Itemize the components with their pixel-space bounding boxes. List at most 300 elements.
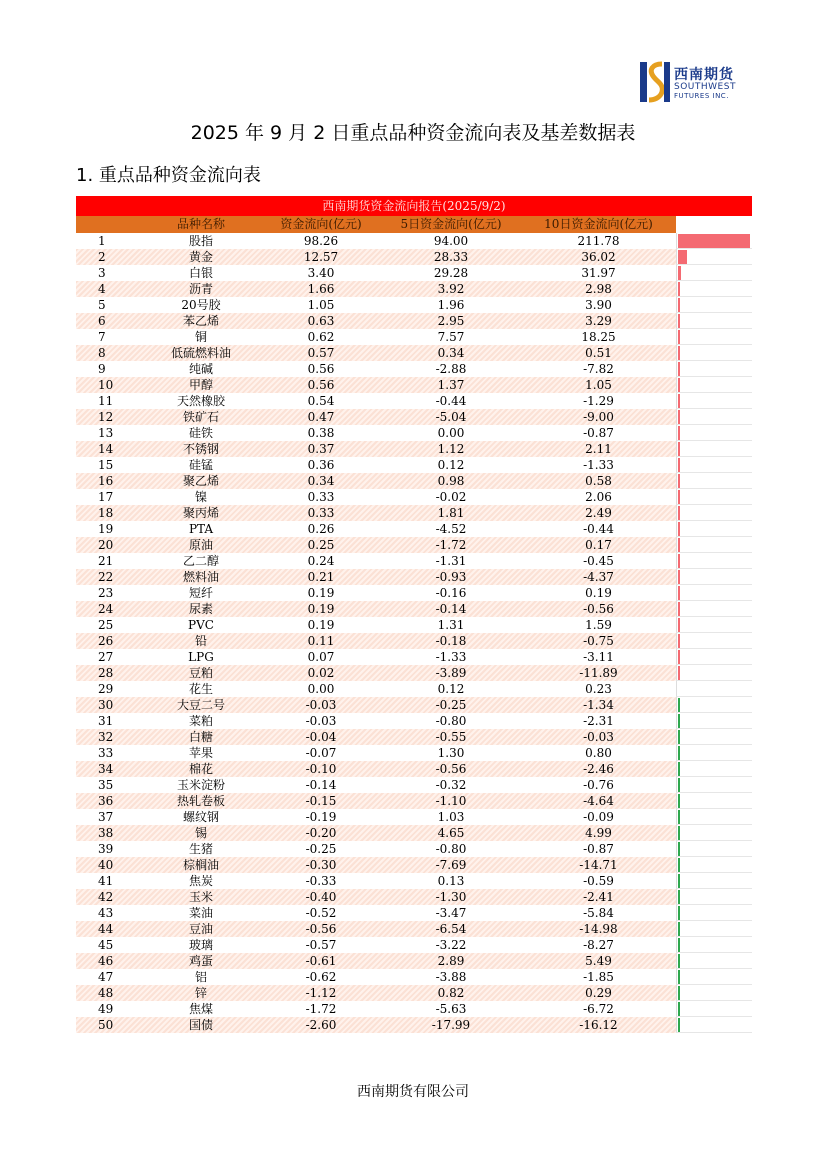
row-rank: 42: [98, 890, 114, 904]
row-flow-bar-cell: [676, 841, 752, 857]
row-1d-flow: -0.25: [305, 842, 337, 856]
row-name: 螺纹钢: [182, 810, 219, 824]
row-name: 苯乙烯: [182, 314, 219, 328]
row-10d-flow: 2.06: [585, 490, 612, 504]
row-10d-flow: -5.84: [583, 906, 614, 920]
table-row: [76, 313, 752, 329]
row-rank: 41: [98, 874, 114, 888]
row-rank: 22: [98, 570, 114, 584]
flow-bar: [678, 698, 680, 712]
row-rank: 14: [98, 442, 114, 456]
row-flow-bar-cell: [676, 873, 752, 889]
row-rank: 8: [98, 346, 106, 360]
row-name: 硅锰: [188, 458, 213, 472]
row-10d-flow: -4.37: [583, 570, 614, 584]
row-flow-bar-cell: [676, 553, 752, 569]
row-flow-bar-cell: [676, 457, 752, 473]
header-10d-flow: 10日资金流向(亿元): [544, 217, 653, 231]
flow-bar: [678, 906, 680, 920]
row-rank: 9: [98, 362, 106, 376]
table-row: [76, 233, 752, 249]
row-rank: 21: [98, 554, 114, 568]
flow-bar: [678, 410, 680, 424]
row-flow-bar-cell: [676, 985, 752, 1001]
row-1d-flow: -0.30: [305, 858, 337, 872]
row-rank: 47: [98, 970, 114, 984]
row-flow-bar-cell: [676, 377, 752, 393]
row-name: 棕榈油: [182, 858, 219, 872]
logo-mark-icon: [640, 60, 670, 104]
row-flow-bar-cell: [676, 409, 752, 425]
row-10d-flow: -0.09: [583, 810, 614, 824]
table-row: [76, 473, 752, 489]
flow-bar: [678, 810, 680, 824]
row-5d-flow: 29.28: [433, 266, 469, 280]
table-row: [76, 265, 752, 281]
row-10d-flow: -0.87: [583, 842, 614, 856]
row-flow-bar-cell: [676, 249, 752, 265]
row-name: 焦炭: [188, 874, 213, 888]
row-5d-flow: 0.12: [437, 682, 465, 696]
flow-bar: [678, 890, 680, 904]
logo-cn-text: 西南期货: [674, 67, 734, 83]
row-name: 低硫燃料油: [170, 346, 231, 360]
table-row: [76, 921, 752, 937]
row-rank: 32: [98, 730, 114, 744]
row-rank: 45: [98, 938, 114, 952]
row-5d-flow: -0.80: [435, 714, 467, 728]
row-1d-flow: 0.56: [307, 362, 335, 376]
row-1d-flow: -0.62: [305, 970, 337, 984]
row-1d-flow: -1.72: [305, 1002, 337, 1016]
row-1d-flow: 0.07: [307, 650, 335, 664]
row-rank: 31: [98, 714, 114, 728]
row-rank: 13: [98, 426, 114, 440]
row-name: 聚丙烯: [182, 506, 219, 520]
row-10d-flow: 36.02: [581, 250, 616, 264]
table-row: [76, 809, 752, 825]
row-10d-flow: -0.03: [583, 730, 614, 744]
row-1d-flow: -2.60: [305, 1018, 337, 1032]
row-1d-flow: 0.54: [307, 394, 335, 408]
row-name: 甲醇: [188, 378, 213, 392]
row-1d-flow: 0.19: [307, 586, 335, 600]
row-10d-flow: -14.71: [579, 858, 618, 872]
flow-bar: [678, 522, 680, 536]
row-flow-bar-cell: [676, 393, 752, 409]
table-row: [76, 777, 752, 793]
row-10d-flow: 4.99: [585, 826, 612, 840]
row-1d-flow: 12.57: [303, 250, 339, 264]
row-flow-bar-cell: [676, 889, 752, 905]
row-rank: 46: [98, 954, 114, 968]
header-name: 品种名称: [176, 217, 225, 231]
row-rank: 27: [98, 650, 114, 664]
row-name: 玉米淀粉: [176, 778, 225, 792]
row-rank: 24: [98, 602, 114, 616]
row-1d-flow: 0.34: [307, 474, 335, 488]
row-10d-flow: 0.29: [585, 986, 612, 1000]
table-row: [76, 969, 752, 985]
row-name: 燃料油: [182, 570, 219, 584]
row-flow-bar-cell: [676, 905, 752, 921]
row-5d-flow: -5.04: [435, 410, 467, 424]
row-5d-flow: 1.37: [437, 378, 465, 392]
flow-bar: [678, 490, 680, 504]
table-row: [76, 409, 752, 425]
footer-company: 西南期货有限公司: [357, 1084, 469, 1100]
row-5d-flow: -3.88: [435, 970, 467, 984]
table-row: [76, 425, 752, 441]
row-flow-bar-cell: [676, 569, 752, 585]
fund-flow-table: [76, 196, 752, 1033]
row-rank: 28: [98, 666, 114, 680]
row-rank: 19: [98, 522, 114, 536]
row-flow-bar-cell: [676, 969, 752, 985]
row-10d-flow: -2.46: [583, 762, 614, 776]
row-1d-flow: 0.11: [307, 634, 335, 648]
header-rank: [76, 216, 141, 233]
table-row: [76, 505, 752, 521]
row-1d-flow: 0.33: [307, 506, 335, 520]
flow-bar: [678, 538, 680, 552]
flow-bar: [678, 714, 680, 728]
row-rank: 26: [98, 634, 114, 648]
section-title: 1. 重点品种资金流向表: [76, 165, 261, 186]
row-10d-flow: -2.31: [583, 714, 614, 728]
row-5d-flow: -1.30: [435, 890, 467, 904]
row-flow-bar-cell: [676, 745, 752, 761]
row-1d-flow: 0.19: [307, 602, 335, 616]
flow-bar: [678, 762, 680, 776]
row-flow-bar-cell: [676, 521, 752, 537]
row-rank: 17: [98, 490, 114, 504]
row-10d-flow: -2.41: [583, 890, 614, 904]
row-rank: 44: [98, 922, 114, 936]
row-1d-flow: -0.57: [305, 938, 337, 952]
row-name: 白银: [188, 266, 213, 280]
row-rank: 36: [98, 794, 114, 808]
flow-bar: [678, 314, 680, 328]
row-1d-flow: -0.56: [305, 922, 337, 936]
row-5d-flow: 3.92: [437, 282, 465, 296]
row-5d-flow: -0.14: [435, 602, 467, 616]
row-flow-bar-cell: [676, 537, 752, 553]
table-row: [76, 729, 752, 745]
row-rank: 33: [98, 746, 114, 760]
row-1d-flow: 98.26: [303, 234, 339, 248]
flow-bar: [678, 442, 680, 456]
row-10d-flow: 0.80: [585, 746, 612, 760]
row-flow-bar-cell: [676, 505, 752, 521]
row-flow-bar-cell: [676, 329, 752, 345]
row-flow-bar-cell: [676, 601, 752, 617]
flow-bar: [678, 474, 680, 488]
row-10d-flow: 1.05: [585, 378, 612, 392]
row-1d-flow: 0.47: [307, 410, 335, 424]
row-5d-flow: -3.47: [435, 906, 467, 920]
row-rank: 38: [98, 826, 114, 840]
row-name: 白糖: [188, 730, 213, 744]
row-name: 菜油: [188, 906, 213, 920]
flow-bar: [678, 586, 680, 600]
row-10d-flow: 18.25: [581, 330, 616, 344]
row-flow-bar-cell: [676, 857, 752, 873]
table-row: [76, 905, 752, 921]
row-rank: 29: [98, 682, 114, 696]
row-10d-flow: -1.33: [583, 458, 614, 472]
row-10d-flow: -0.75: [583, 634, 614, 648]
row-1d-flow: 0.57: [307, 346, 335, 360]
flow-bar: [678, 378, 680, 392]
row-rank: 10: [98, 378, 114, 392]
table-row: [76, 873, 752, 889]
row-10d-flow: -1.34: [583, 698, 614, 712]
row-name: 大豆二号: [176, 698, 225, 712]
row-flow-bar-cell: [676, 1001, 752, 1017]
row-10d-flow: 2.98: [585, 282, 612, 296]
row-10d-flow: -8.27: [583, 938, 614, 952]
row-rank: 40: [98, 858, 114, 872]
row-rank: 16: [98, 474, 114, 488]
row-10d-flow: 2.11: [585, 442, 612, 456]
row-flow-bar-cell: [676, 825, 752, 841]
table-row: [76, 297, 752, 313]
row-5d-flow: 1.03: [437, 810, 465, 824]
row-1d-flow: 0.26: [307, 522, 335, 536]
row-1d-flow: -0.20: [305, 826, 337, 840]
row-5d-flow: -4.52: [435, 522, 467, 536]
row-10d-flow: -0.44: [583, 522, 614, 536]
row-flow-bar-cell: [676, 281, 752, 297]
row-name: 鸡蛋: [188, 954, 213, 968]
table-row: [76, 489, 752, 505]
row-1d-flow: -1.12: [305, 986, 337, 1000]
flow-bar: [678, 506, 680, 520]
row-rank: 48: [98, 986, 114, 1000]
table-row: [76, 745, 752, 761]
row-5d-flow: -0.18: [435, 634, 467, 648]
row-5d-flow: 94.00: [433, 234, 469, 248]
table-row: [76, 569, 752, 585]
row-10d-flow: -6.72: [583, 1002, 614, 1016]
row-5d-flow: -1.10: [435, 794, 467, 808]
table-row: [76, 329, 752, 345]
flow-bar: [678, 282, 680, 296]
table-row: [76, 713, 752, 729]
table-row: [76, 649, 752, 665]
row-rank: 50: [98, 1018, 114, 1032]
table-row: [76, 249, 752, 265]
table-row: [76, 985, 752, 1001]
row-5d-flow: -1.33: [435, 650, 467, 664]
row-name: 硅铁: [188, 426, 213, 440]
row-name: 豆油: [188, 922, 213, 936]
row-rank: 4: [98, 282, 106, 296]
company-logo: [640, 60, 752, 106]
row-flow-bar-cell: [676, 585, 752, 601]
row-10d-flow: -9.00: [583, 410, 614, 424]
row-1d-flow: -0.40: [305, 890, 337, 904]
row-flow-bar-cell: [676, 441, 752, 457]
row-5d-flow: 28.33: [433, 250, 469, 264]
flow-bar: [678, 394, 680, 408]
row-1d-flow: -0.19: [305, 810, 337, 824]
row-name: 菜粕: [188, 714, 213, 728]
row-flow-bar-cell: [676, 681, 752, 697]
row-rank: 3: [98, 266, 106, 280]
table-banner: 西南期货资金流向报告(2025/9/2): [76, 196, 752, 216]
table-row: [76, 377, 752, 393]
flow-bar: [678, 970, 680, 984]
row-10d-flow: -4.64: [583, 794, 614, 808]
row-1d-flow: -0.15: [305, 794, 337, 808]
row-1d-flow: 1.66: [307, 282, 335, 296]
row-1d-flow: 0.21: [307, 570, 335, 584]
row-rank: 1: [98, 234, 106, 248]
row-1d-flow: 3.40: [307, 266, 335, 280]
table-row: [76, 1001, 752, 1017]
row-1d-flow: -0.03: [305, 698, 337, 712]
row-1d-flow: 0.37: [307, 442, 335, 456]
row-rank: 5: [98, 298, 106, 312]
flow-bar: [678, 458, 680, 472]
row-name: 焦煤: [188, 1002, 213, 1016]
row-10d-flow: -0.45: [583, 554, 614, 568]
row-5d-flow: 1.81: [437, 506, 465, 520]
row-name: 棉花: [188, 762, 213, 776]
table-row: [76, 521, 752, 537]
row-5d-flow: 2.95: [437, 314, 465, 328]
row-name: 镍: [194, 490, 207, 504]
row-name: 铜: [194, 330, 207, 344]
row-flow-bar-cell: [676, 361, 752, 377]
row-rank: 20: [98, 538, 114, 552]
row-name: 花生: [188, 682, 213, 696]
row-rank: 34: [98, 762, 114, 776]
table-row: [76, 761, 752, 777]
row-1d-flow: 0.36: [307, 458, 335, 472]
row-rank: 25: [98, 618, 114, 632]
table-row: [76, 361, 752, 377]
row-name: 乙二醇: [182, 554, 219, 568]
row-name: 纯碱: [188, 362, 213, 376]
flow-bar: [678, 426, 680, 440]
row-5d-flow: 2.89: [437, 954, 465, 968]
row-flow-bar-cell: [676, 425, 752, 441]
table-row: [76, 281, 752, 297]
row-5d-flow: 0.98: [437, 474, 465, 488]
flow-bar: [678, 778, 680, 792]
row-5d-flow: 1.31: [437, 618, 465, 632]
flow-bar: [678, 1002, 680, 1016]
row-5d-flow: -0.44: [435, 394, 467, 408]
row-1d-flow: 0.25: [307, 538, 335, 552]
row-10d-flow: -0.56: [583, 602, 614, 616]
row-10d-flow: -16.12: [579, 1018, 618, 1032]
row-5d-flow: 1.96: [437, 298, 465, 312]
flow-bar: [678, 922, 680, 936]
row-5d-flow: -1.31: [435, 554, 467, 568]
row-flow-bar-cell: [676, 313, 752, 329]
row-name: PVC: [188, 618, 214, 632]
row-name: 短纤: [188, 586, 213, 600]
row-flow-bar-cell: [676, 729, 752, 745]
row-rank: 39: [98, 842, 114, 856]
row-1d-flow: -0.61: [305, 954, 337, 968]
row-1d-flow: 0.38: [307, 426, 335, 440]
row-10d-flow: 3.90: [585, 298, 612, 312]
document-title: 2025 年 9 月 2 日重点品种资金流向表及基差数据表: [190, 122, 636, 144]
row-name: 玉米: [188, 890, 213, 904]
table-row: [76, 889, 752, 905]
row-rank: 7: [98, 330, 106, 344]
row-5d-flow: -7.69: [435, 858, 467, 872]
flow-bar: [678, 250, 687, 264]
row-5d-flow: 1.30: [437, 746, 465, 760]
table-row: [76, 457, 752, 473]
header-bar: [676, 216, 752, 233]
table-header: [76, 216, 752, 233]
header-5d-flow: 5日资金流向(亿元): [400, 217, 502, 231]
table-row: [76, 537, 752, 553]
row-10d-flow: -1.85: [583, 970, 614, 984]
row-flow-bar-cell: [676, 713, 752, 729]
table-row: [76, 393, 752, 409]
row-flow-bar-cell: [676, 265, 752, 281]
row-10d-flow: -11.89: [579, 666, 618, 680]
flow-bar: [678, 554, 680, 568]
row-name: 铁矿石: [182, 410, 219, 424]
flow-bar: [678, 938, 680, 952]
row-10d-flow: 0.51: [585, 346, 612, 360]
table-row: [76, 441, 752, 457]
row-name: 黄金: [188, 250, 213, 264]
row-5d-flow: 7.57: [437, 330, 465, 344]
row-rank: 23: [98, 586, 114, 600]
row-1d-flow: 0.62: [307, 330, 335, 344]
flow-bar: [678, 842, 680, 856]
row-name: 锡: [194, 826, 207, 840]
row-flow-bar-cell: [676, 233, 752, 249]
row-10d-flow: 0.58: [585, 474, 612, 488]
flow-bar: [678, 330, 680, 344]
table-row: [76, 585, 752, 601]
table-row: [76, 953, 752, 969]
flow-bar: [678, 266, 681, 280]
row-flow-bar-cell: [676, 761, 752, 777]
table-row: [76, 793, 752, 809]
row-flow-bar-cell: [676, 1017, 752, 1033]
row-1d-flow: -0.14: [305, 778, 337, 792]
row-name: 20号胶: [181, 298, 221, 312]
row-flow-bar-cell: [676, 793, 752, 809]
table-row: [76, 345, 752, 361]
row-flow-bar-cell: [676, 297, 752, 313]
row-name: 沥青: [188, 282, 213, 296]
row-10d-flow: 5.49: [585, 954, 612, 968]
row-10d-flow: -0.59: [583, 874, 614, 888]
row-10d-flow: 0.19: [585, 586, 612, 600]
row-5d-flow: -6.54: [435, 922, 467, 936]
row-flow-bar-cell: [676, 489, 752, 505]
row-5d-flow: 0.00: [437, 426, 465, 440]
row-5d-flow: 0.13: [437, 874, 465, 888]
row-5d-flow: 4.65: [437, 826, 465, 840]
row-10d-flow: 0.23: [585, 682, 612, 696]
row-1d-flow: -0.10: [305, 762, 337, 776]
row-flow-bar-cell: [676, 633, 752, 649]
